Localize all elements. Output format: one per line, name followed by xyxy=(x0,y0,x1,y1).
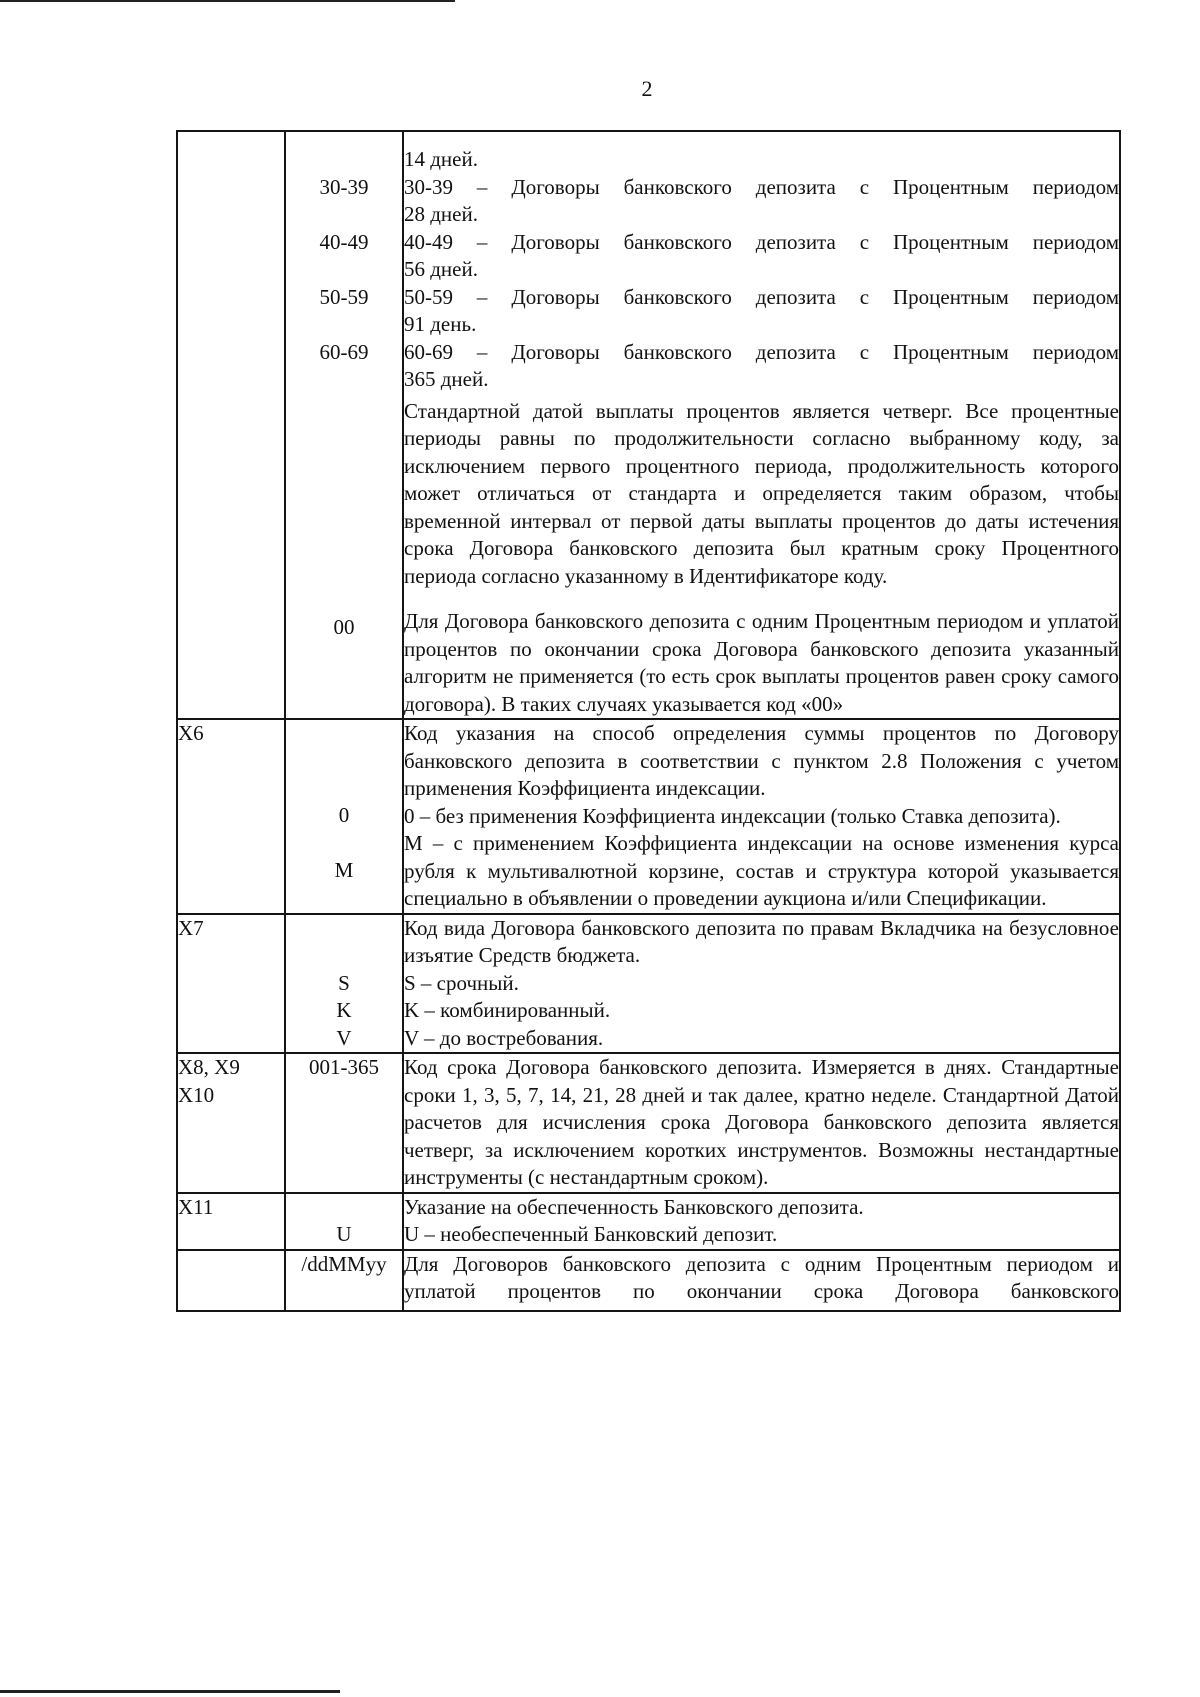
x11-item-u: U – необеспеченный Банковский депозит. xyxy=(404,1222,778,1246)
table-row xyxy=(177,1250,1120,1311)
text-line: 60-69 – Договоры банковского депозита с Процентным периодом xyxy=(404,339,1119,364)
text-line: 91 день. xyxy=(404,312,477,336)
text-line: 56 дней. xyxy=(404,257,478,281)
single-period-paragraph: Для Договора банковского депозита с одним Процентным периодом и уплатой процентов по окончании срока Договора банковского депозита указанный алгоритм не применяется (то есть срок выплаты процентов равен сроку самого договора). В таких случаях указывается код «00» xyxy=(404,609,1119,716)
table-row xyxy=(177,1053,1120,1193)
field-cell xyxy=(177,1250,285,1311)
text-line: 30-39 – Договоры банковского депозита с Процентным периодом xyxy=(404,174,1119,199)
code-k: K xyxy=(336,998,352,1022)
code-u: U xyxy=(336,1222,352,1246)
code-30-39: 30-39 xyxy=(319,174,369,199)
field-cell: X8, X9 X10 xyxy=(177,1053,285,1193)
code-cell: /ddMMyy xyxy=(285,1250,403,1311)
text-line: 50-59 – Договоры банковского депозита с Процентным периодом xyxy=(404,284,1119,309)
x7-item-s: S – срочный. xyxy=(404,970,519,995)
x6-item-m: M – с применением Коэффициента индексации на основе изменения курса рубля к мультивалютной корзине, состав и структура которой указывается специально в объявлении о проведении аукциона и/или Спецификации. xyxy=(404,831,1119,910)
code-0: 0 xyxy=(338,803,350,827)
x6-item-0: 0 – без применения Коэффициента индексации (только Ставка депозита). xyxy=(404,803,1061,828)
x6-intro: Код указания на способ определения суммы процентов по Договору банковского депозита в соответствии с пунктом 2.8 Положения с учетом применения Коэффициента индексации. xyxy=(404,721,1119,800)
code-60-69: 60-69 xyxy=(319,339,369,364)
text-line: 14 дней. xyxy=(404,147,478,171)
field-cell: X11 xyxy=(177,1193,285,1250)
code-s: S xyxy=(338,970,350,995)
x7-item-k: K – комбинированный. xyxy=(404,998,611,1022)
code-cell xyxy=(285,914,403,1054)
code-50-59: 50-59 xyxy=(319,284,369,309)
scan-edge-top xyxy=(0,0,455,2)
code-cell: 001-365 xyxy=(285,1053,403,1193)
description-cell xyxy=(403,131,1120,719)
description-cell xyxy=(403,719,1120,914)
x11-intro: Указание на обеспеченность Банковского депозита. xyxy=(404,1194,864,1219)
table-row xyxy=(177,131,1120,719)
page-number: 2 xyxy=(641,76,653,101)
code-v: V xyxy=(336,1025,352,1050)
description-cell xyxy=(403,914,1120,1054)
field-cell xyxy=(177,131,285,719)
description-cell xyxy=(403,1193,1120,1250)
x7-item-v: V – до востребования. xyxy=(404,1025,604,1050)
standard-date-paragraph: Стандартной датой выплаты процентов является четверг. Все процентные периоды равны по продолжительности согласно выбранному коду, за исключением первого процентного периода, продолжительность которого может отличаться от стандарта и определяется таким образом, чтобы временной интервал от первой даты выплаты процентов до даты истечения срока Договора банковского депозита был кратным сроку Процентного периода согласно указанному в Идентификаторе коду. xyxy=(404,398,1119,588)
table-row xyxy=(177,914,1120,1054)
code-00: 00 xyxy=(333,614,355,639)
description-cell xyxy=(403,1250,1120,1311)
scan-edge-bottom xyxy=(0,1690,340,1693)
text-line: 28 дней. xyxy=(404,202,478,226)
date-suffix-paragraph: Для Договоров банковского депозита с одним Процентным периодом и уплатой процентов по окончании срока Договора банковского xyxy=(404,1251,1119,1303)
text-line: 40-49 – Договоры банковского депозита с Процентным периодом xyxy=(404,229,1119,254)
code-cell xyxy=(285,131,403,719)
description-cell xyxy=(403,1053,1120,1193)
code-cell xyxy=(285,719,403,914)
term-code-paragraph: Код срока Договора банковского депозита. Измеряется в днях. Стандартные сроки 1, 3, 5, 7, 14, 21, 28 дней и так далее, кратно неделе. Стандартной Датой расчетов для исчисления срока Договора банковского депозита является четверг, за исключением коротких инструментов. Возможны нестандартные инструменты (с нестандартным сроком). xyxy=(404,1055,1119,1189)
code-m: M xyxy=(334,857,354,882)
code-cell xyxy=(285,1193,403,1250)
table-row xyxy=(177,1193,1120,1250)
identifier-codes-table xyxy=(176,130,1121,1312)
field-cell: X7 xyxy=(177,914,285,1054)
text-line: 365 дней. xyxy=(404,367,489,391)
x7-intro: Код вида Договора банковского депозита по правам Вкладчика на безусловное изъятие Средств бюджета. xyxy=(404,915,1119,967)
code-40-49: 40-49 xyxy=(319,229,369,254)
field-cell: X6 xyxy=(177,719,285,914)
table-row xyxy=(177,719,1120,914)
